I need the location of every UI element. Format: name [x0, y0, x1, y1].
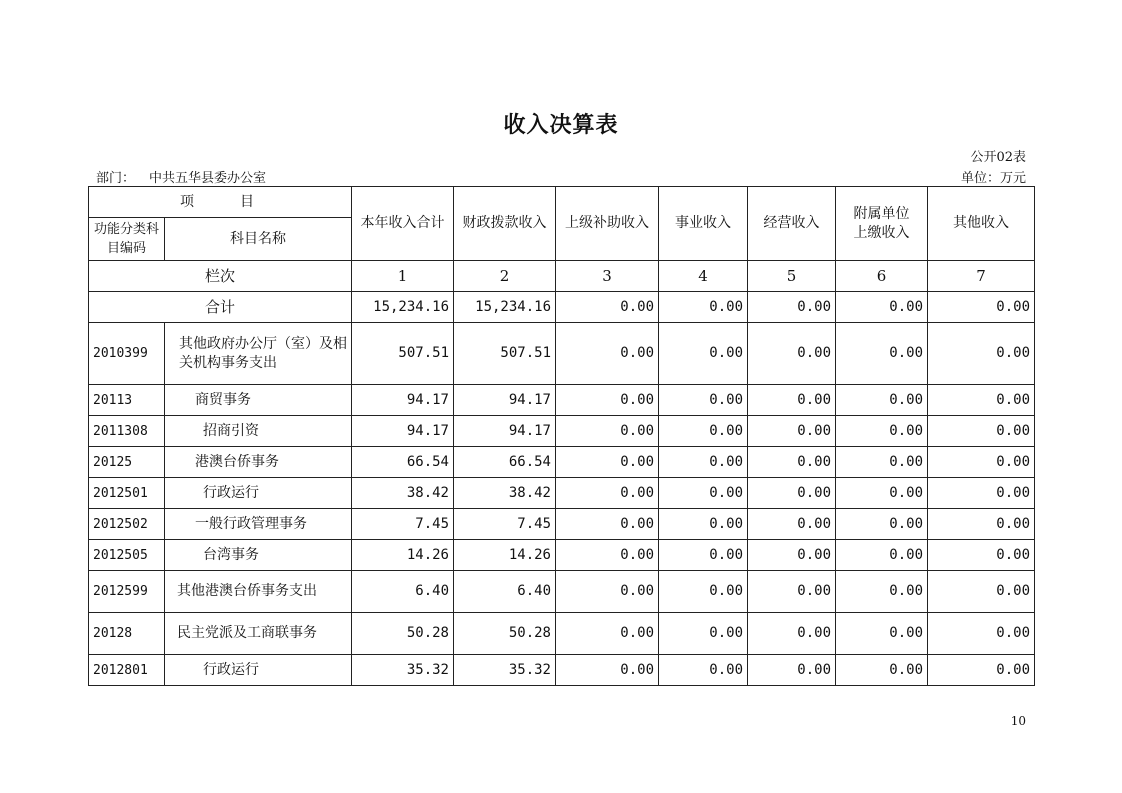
cell-value: 507.51: [454, 323, 556, 385]
cell-value: 0.00: [748, 478, 836, 509]
cell-value: 94.17: [352, 416, 454, 447]
cell-value: 0.00: [556, 416, 659, 447]
total-row: [89, 292, 1035, 323]
cell-value: 0.00: [836, 478, 928, 509]
subject-name: 行政运行: [165, 478, 352, 509]
sequence-number: 1: [352, 261, 454, 292]
cell-value: 0.00: [556, 447, 659, 478]
cell-value: 0.00: [836, 540, 928, 571]
sequence-number: 6: [836, 261, 928, 292]
cell-value: 0.00: [659, 478, 748, 509]
sequence-number: 5: [748, 261, 836, 292]
subject-name: 行政运行: [165, 655, 352, 686]
cell-value: 66.54: [352, 447, 454, 478]
table-row: [89, 447, 1035, 478]
cell-value: 0.00: [556, 540, 659, 571]
cell-value: 0.00: [748, 655, 836, 686]
cell-value: 0.00: [659, 571, 748, 613]
sequence-number: 4: [659, 261, 748, 292]
cell-value: 94.17: [352, 385, 454, 416]
function-code: 2011308: [89, 416, 165, 447]
cell-value: 0.00: [659, 613, 748, 655]
subject-name: 其他政府办公厅（室）及相关机构事务支出: [165, 323, 352, 385]
cell-value: 6.40: [454, 571, 556, 613]
cell-value: 0.00: [659, 447, 748, 478]
cell-value: 50.28: [352, 613, 454, 655]
total-value: 15,234.16: [352, 292, 454, 323]
function-code: 20125: [89, 447, 165, 478]
table-row: [89, 571, 1035, 613]
cell-value: 0.00: [928, 655, 1035, 686]
subject-name: 港澳台侨事务: [165, 447, 352, 478]
sequence-label: 栏次: [89, 261, 352, 292]
function-code: 2012502: [89, 509, 165, 540]
column-header: 其他收入: [928, 187, 1035, 261]
subject-name: 商贸事务: [165, 385, 352, 416]
table-row: [89, 478, 1035, 509]
cell-value: 0.00: [836, 509, 928, 540]
cell-value: 0.00: [836, 416, 928, 447]
department-label: 部门：: [96, 171, 136, 186]
cell-value: 0.00: [659, 540, 748, 571]
cell-value: 14.26: [352, 540, 454, 571]
subject-name: 招商引资: [165, 416, 352, 447]
function-code: 2012801: [89, 655, 165, 686]
table-row: [89, 385, 1035, 416]
cell-value: 0.00: [659, 385, 748, 416]
cell-value: 0.00: [748, 613, 836, 655]
function-code: 20128: [89, 613, 165, 655]
cell-value: 0.00: [836, 447, 928, 478]
table-row: [89, 416, 1035, 447]
cell-value: 0.00: [748, 323, 836, 385]
header-item: 项 目: [89, 187, 352, 218]
cell-value: 94.17: [454, 416, 556, 447]
cell-value: 0.00: [928, 571, 1035, 613]
subject-name: 民主党派及工商联事务: [165, 613, 352, 655]
cell-value: 35.32: [454, 655, 556, 686]
cell-value: 507.51: [352, 323, 454, 385]
table-row: [89, 509, 1035, 540]
cell-value: 0.00: [928, 447, 1035, 478]
cell-value: 0.00: [659, 509, 748, 540]
sequence-row: [89, 261, 1035, 292]
sequence-number: 2: [454, 261, 556, 292]
cell-value: 0.00: [556, 571, 659, 613]
total-value: 0.00: [836, 292, 928, 323]
function-code: 2010399: [89, 323, 165, 385]
cell-value: 0.00: [556, 509, 659, 540]
function-code: 2012505: [89, 540, 165, 571]
cell-value: 0.00: [836, 385, 928, 416]
function-code: 20113: [89, 385, 165, 416]
cell-value: 0.00: [928, 416, 1035, 447]
total-value: 0.00: [659, 292, 748, 323]
column-header: 经营收入: [748, 187, 836, 261]
table-row: [89, 613, 1035, 655]
cell-value: 0.00: [928, 385, 1035, 416]
cell-value: 0.00: [556, 323, 659, 385]
cell-value: 0.00: [748, 447, 836, 478]
subject-name: 其他港澳台侨事务支出: [165, 571, 352, 613]
column-header: 上级补助收入: [556, 187, 659, 261]
header-func-code: 功能分类科目编码: [89, 218, 165, 261]
cell-value: 0.00: [556, 613, 659, 655]
sequence-number: 7: [928, 261, 1035, 292]
cell-value: 0.00: [928, 613, 1035, 655]
income-final-accounts-table: [88, 186, 1035, 686]
department-line: [96, 167, 280, 186]
cell-value: 0.00: [928, 540, 1035, 571]
cell-value: 0.00: [748, 509, 836, 540]
cell-value: 0.00: [836, 655, 928, 686]
total-value: 15,234.16: [454, 292, 556, 323]
form-number: 公开02表: [970, 150, 1026, 165]
column-header: 本年收入合计: [352, 187, 454, 261]
cell-value: 0.00: [836, 613, 928, 655]
column-header: 事业收入: [659, 187, 748, 261]
function-code: 2012599: [89, 571, 165, 613]
cell-value: 66.54: [454, 447, 556, 478]
cell-value: 14.26: [454, 540, 556, 571]
cell-value: 0.00: [748, 385, 836, 416]
cell-value: 7.45: [454, 509, 556, 540]
cell-value: 0.00: [556, 478, 659, 509]
table-row: [89, 323, 1035, 385]
subject-name: 一般行政管理事务: [165, 509, 352, 540]
subject-name: 台湾事务: [165, 540, 352, 571]
column-header: 附属单位上缴收入: [836, 187, 928, 261]
total-value: 0.00: [928, 292, 1035, 323]
page-title: 收入决算表: [503, 112, 619, 138]
page-number: 10: [1010, 714, 1026, 728]
cell-value: 6.40: [352, 571, 454, 613]
cell-value: 35.32: [352, 655, 454, 686]
cell-value: 0.00: [659, 655, 748, 686]
cell-value: 0.00: [556, 385, 659, 416]
table-row: [89, 655, 1035, 686]
department-name: 中共五华县委办公室: [149, 171, 267, 186]
cell-value: 0.00: [836, 571, 928, 613]
total-value: 0.00: [748, 292, 836, 323]
unit-label: 单位：万元: [960, 171, 1026, 186]
cell-value: 0.00: [659, 416, 748, 447]
cell-value: 0.00: [748, 540, 836, 571]
total-value: 0.00: [556, 292, 659, 323]
total-label: 合计: [89, 292, 352, 323]
cell-value: 0.00: [928, 323, 1035, 385]
cell-value: 7.45: [352, 509, 454, 540]
header-subject-name: 科目名称: [165, 218, 352, 261]
cell-value: 0.00: [836, 323, 928, 385]
cell-value: 0.00: [748, 571, 836, 613]
cell-value: 0.00: [928, 478, 1035, 509]
function-code: 2012501: [89, 478, 165, 509]
cell-value: 0.00: [659, 323, 748, 385]
cell-value: 0.00: [748, 416, 836, 447]
cell-value: 38.42: [454, 478, 556, 509]
sequence-number: 3: [556, 261, 659, 292]
cell-value: 0.00: [928, 509, 1035, 540]
cell-value: 0.00: [556, 655, 659, 686]
column-header: 财政拨款收入: [454, 187, 556, 261]
cell-value: 38.42: [352, 478, 454, 509]
cell-value: 94.17: [454, 385, 556, 416]
cell-value: 50.28: [454, 613, 556, 655]
table-row: [89, 540, 1035, 571]
